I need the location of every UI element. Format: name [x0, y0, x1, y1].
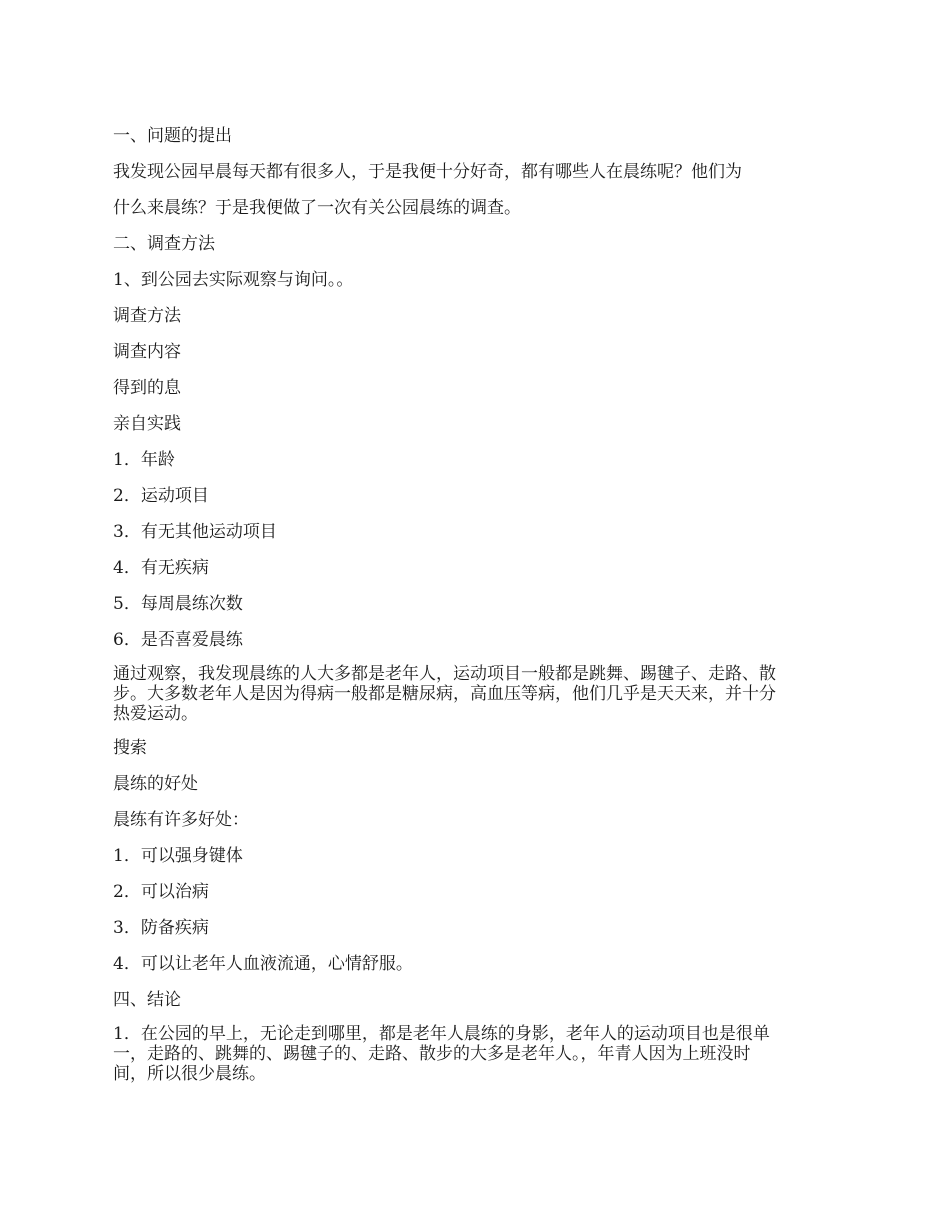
observation-line: 步。大多数老年人是因为得病一般都是糖尿病，高血压等病，他们几乎是天天来，并十分: [113, 684, 776, 704]
survey-item: 2．运动项目: [113, 486, 209, 506]
survey-item: 6．是否喜爱晨练: [113, 630, 243, 650]
section-heading-problem: 一、问题的提出: [113, 126, 232, 146]
benefits-title: 晨练的好处: [113, 774, 198, 794]
conclusion-line: 1．在公园的早上，无论走到哪里，都是老年人晨练的身影，老年人的运动项目也是很单: [113, 1024, 770, 1044]
intro-line: 什么来晨练？于是我便做了一次有关公园晨练的调查。: [113, 198, 521, 218]
survey-item: 5．每周晨练次数: [113, 594, 243, 614]
conclusion-line: 一，走路的、跳舞的、踢毽子的、走路、散步的大多是老年人。，年青人因为上班没时: [113, 1044, 751, 1064]
method-item: 1、到公园去实际观察与询问。。: [113, 270, 354, 290]
conclusion-line: 间，所以很少晨练。: [113, 1064, 266, 1084]
table-label-practice: 亲自实践: [113, 414, 181, 434]
benefits-intro: 晨练有许多好处：: [113, 810, 249, 830]
benefit-item: 4．可以让老年人血液流通，心情舒服。: [113, 954, 413, 974]
benefit-item: 2．可以治病: [113, 882, 209, 902]
table-label-method: 调查方法: [113, 306, 181, 326]
document-body: [113, 124, 840, 1096]
survey-item: 4．有无疾病: [113, 558, 209, 578]
section-heading-conclusion: 四、结论: [113, 990, 181, 1010]
benefit-item: 1．可以强身键体: [113, 846, 243, 866]
intro-line: 我发现公园早晨每天都有很多人，于是我便十分好奇，都有哪些人在晨练呢？他们为: [113, 162, 742, 182]
observation-paragraph: [113, 664, 840, 724]
observation-line: 通过观察，我发现晨练的人大多都是老年人，运动项目一般都是跳舞、踢毽子、走路、散: [113, 664, 776, 684]
intro-paragraph: [113, 160, 840, 220]
table-label-content: 调查内容: [113, 342, 181, 362]
survey-item: 1．年龄: [113, 450, 175, 470]
section-heading-method: 二、调查方法: [113, 234, 215, 254]
survey-item: 3．有无其他运动项目: [113, 522, 277, 542]
observation-line: 热爱运动。: [113, 704, 198, 724]
search-label: 搜索: [113, 738, 147, 758]
benefit-item: 3．防备疾病: [113, 918, 209, 938]
conclusion-paragraph: [113, 1024, 840, 1084]
table-label-info: 得到的息: [113, 378, 181, 398]
